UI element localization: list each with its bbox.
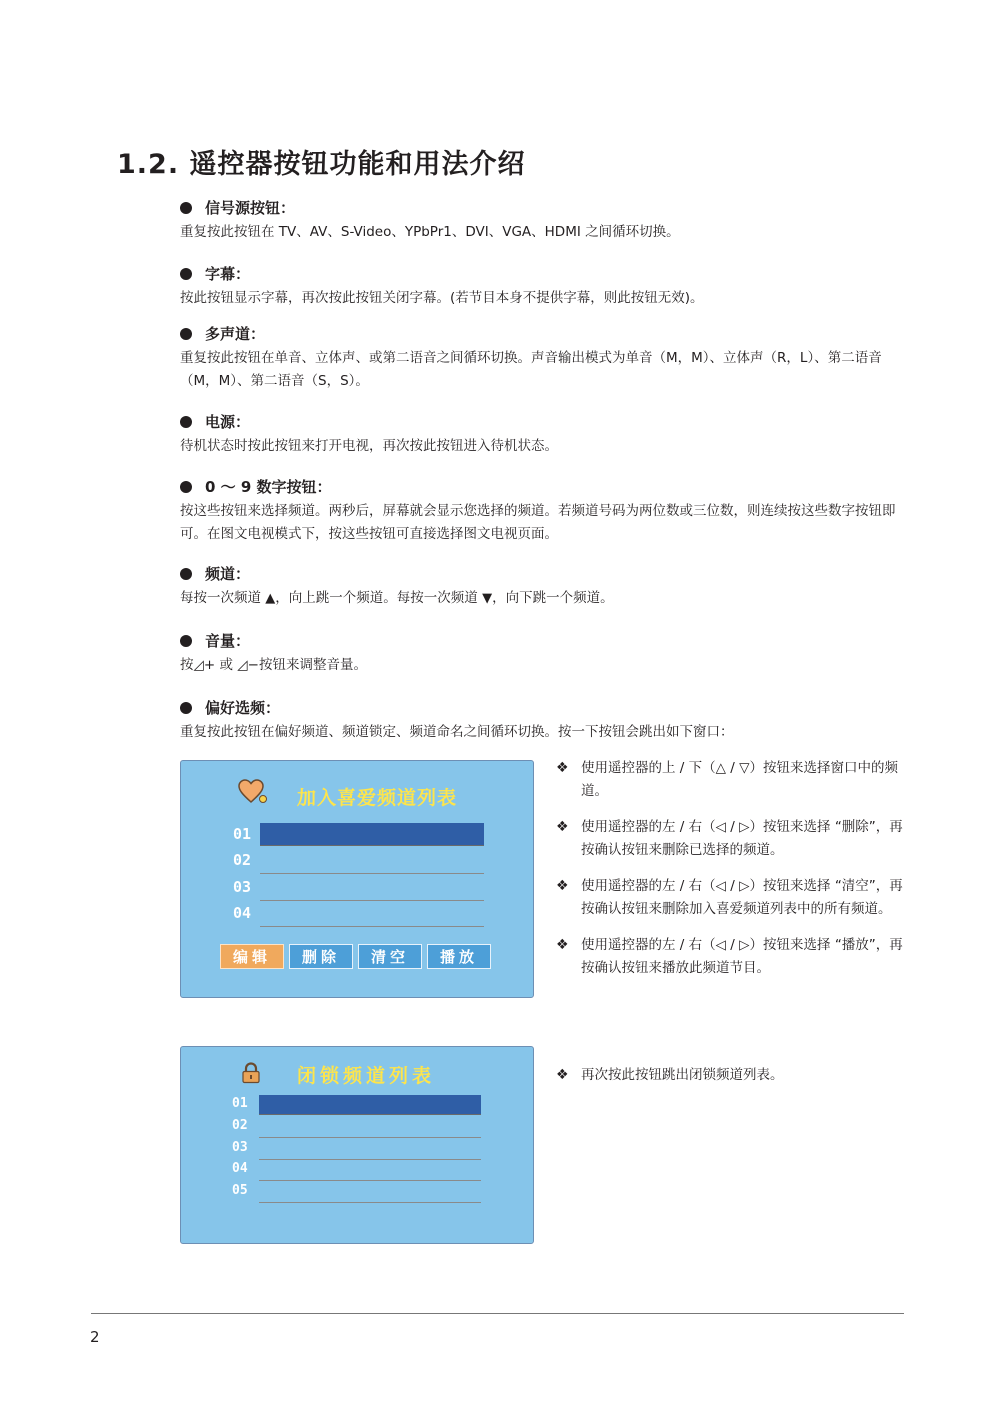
up-triangle-icon: ▲ (265, 591, 276, 606)
diamond-icon: ❖ (556, 760, 569, 776)
diamond-icon: ❖ (556, 878, 569, 894)
volume-down-icon: ◿− (237, 657, 259, 673)
section-power (180, 410, 905, 458)
edit-button[interactable]: 编辑 (220, 944, 284, 969)
section-heading: 字幕： (205, 265, 251, 283)
bullet-icon (180, 268, 192, 280)
row-number: 04 (232, 1161, 248, 1176)
section-heading: 频道： (205, 565, 251, 583)
lock-panel (180, 1046, 534, 1244)
section-channel (180, 562, 905, 610)
section-heading: 偏好选频： (205, 699, 281, 717)
bullet-icon (180, 568, 192, 580)
row-slot[interactable] (260, 878, 484, 901)
section-heading: 多声道： (205, 325, 266, 343)
row-slot[interactable] (260, 904, 484, 927)
tip-item: ❖ 使用遥控器的左 / 右（◁ / ▷）按钮来选择 “清空”，再按确认按钮来删除加入喜爱频道列表中的所有频道。 (556, 875, 906, 921)
row-slot[interactable] (259, 1183, 481, 1203)
heart-icon (238, 779, 268, 805)
favorites-tips (556, 757, 906, 980)
diamond-icon: ❖ (556, 1067, 569, 1083)
bullet-icon (180, 416, 192, 428)
section-text: 每按一次频道 ▲，向上跳一个频道。每按一次频道 ▼，向下跳一个频道。 (180, 590, 614, 606)
section-text: 重复按此按钮在偏好频道、频道锁定、频道命名之间循环切换。按一下按钮会跳出如下窗口： (180, 724, 734, 740)
bullet-icon (180, 702, 192, 714)
row-number: 01 (232, 1096, 248, 1111)
footer-divider (91, 1313, 904, 1314)
row-number: 04 (233, 904, 252, 922)
row-number: 01 (233, 825, 252, 843)
bullet-icon (180, 328, 192, 340)
section-text: 按这些按钮来选择频道。两秒后，屏幕就会显示您选择的频道。若频道号码为两位数或三位数，则连续按这些数字按钮即可。在图文电视模式下，按这些按钮可直接选择图文电视页面。 (180, 503, 896, 542)
favorites-panel (180, 760, 534, 998)
section-favorite (180, 696, 905, 744)
section-volume (180, 629, 905, 677)
section-heading: 信号源按钮： (205, 199, 296, 217)
page-number: 2 (90, 1328, 100, 1346)
section-heading: 音量： (205, 632, 251, 650)
clear-button[interactable]: 清空 (358, 944, 422, 969)
row-selected[interactable] (259, 1095, 481, 1114)
diamond-icon: ❖ (556, 819, 569, 835)
row-number: 02 (232, 1118, 248, 1133)
down-triangle-icon: ▼ (482, 591, 493, 606)
lock-title: 闭锁频道列表 (297, 1065, 436, 1087)
row-number: 05 (232, 1183, 248, 1198)
row-slot[interactable] (259, 1118, 481, 1138)
row-number: 02 (233, 851, 252, 869)
row-slot[interactable] (259, 1140, 481, 1160)
section-heading: 0 ～ 9 数字按钮： (205, 478, 332, 496)
section-number-keys (180, 475, 905, 546)
section-source (180, 196, 905, 244)
volume-up-icon: ◿+ (193, 657, 216, 673)
tip-item: ❖ 使用遥控器的上 / 下（△ / ▽）按钮来选择窗口中的频道。 (556, 757, 906, 803)
section-text: 待机状态时按此按钮来打开电视，再次按此按钮进入待机状态。 (180, 438, 558, 454)
section-text: 重复按此按钮在 TV、AV、S-Video、YPbPr1、DVI、VGA、HDMI 之间循环切换。 (180, 224, 680, 240)
lock-tips (556, 1064, 906, 1087)
tip-item: ❖ 使用遥控器的左 / 右（◁ / ▷）按钮来选择 “播放”，再按确认按钮来播放此频道节目。 (556, 934, 906, 980)
row-slot[interactable] (260, 851, 484, 874)
delete-button[interactable]: 删除 (289, 944, 353, 969)
favorites-title: 加入喜爱频道列表 (297, 787, 458, 809)
row-selected[interactable] (260, 823, 484, 845)
tip-item: ❖ 再次按此按钮跳出闭锁频道列表。 (556, 1064, 906, 1087)
section-text: 按此按钮显示字幕，再次按此按钮关闭字幕。(若节目本身不提供字幕，则此按钮无效)。 (180, 290, 704, 306)
play-button[interactable]: 播放 (427, 944, 491, 969)
section-heading: 电源： (205, 413, 251, 431)
row-number: 03 (232, 1140, 248, 1155)
page-title: 1.2. 遥控器按钮功能和用法介绍 (117, 149, 526, 180)
bullet-icon (180, 635, 192, 647)
section-text: 重复按此按钮在单音、立体声、或第二语音之间循环切换。声音输出模式为单音（M，M）、立体声（R，L）、第二语音（M，M）、第二语音（S，S）。 (180, 350, 882, 389)
bullet-icon (180, 481, 192, 493)
tip-item: ❖ 使用遥控器的左 / 右（◁ / ▷）按钮来选择 “删除”，再按确认按钮来删除已选择的频道。 (556, 816, 906, 862)
lock-icon (241, 1062, 261, 1084)
bullet-icon (180, 202, 192, 214)
section-subtitle (180, 262, 905, 310)
section-audio-channel (180, 322, 905, 393)
section-text: 按◿+ 或 ◿−按钮来调整音量。 (180, 657, 367, 673)
row-number: 03 (233, 878, 252, 896)
row-slot[interactable] (259, 1161, 481, 1181)
diamond-icon: ❖ (556, 937, 569, 953)
